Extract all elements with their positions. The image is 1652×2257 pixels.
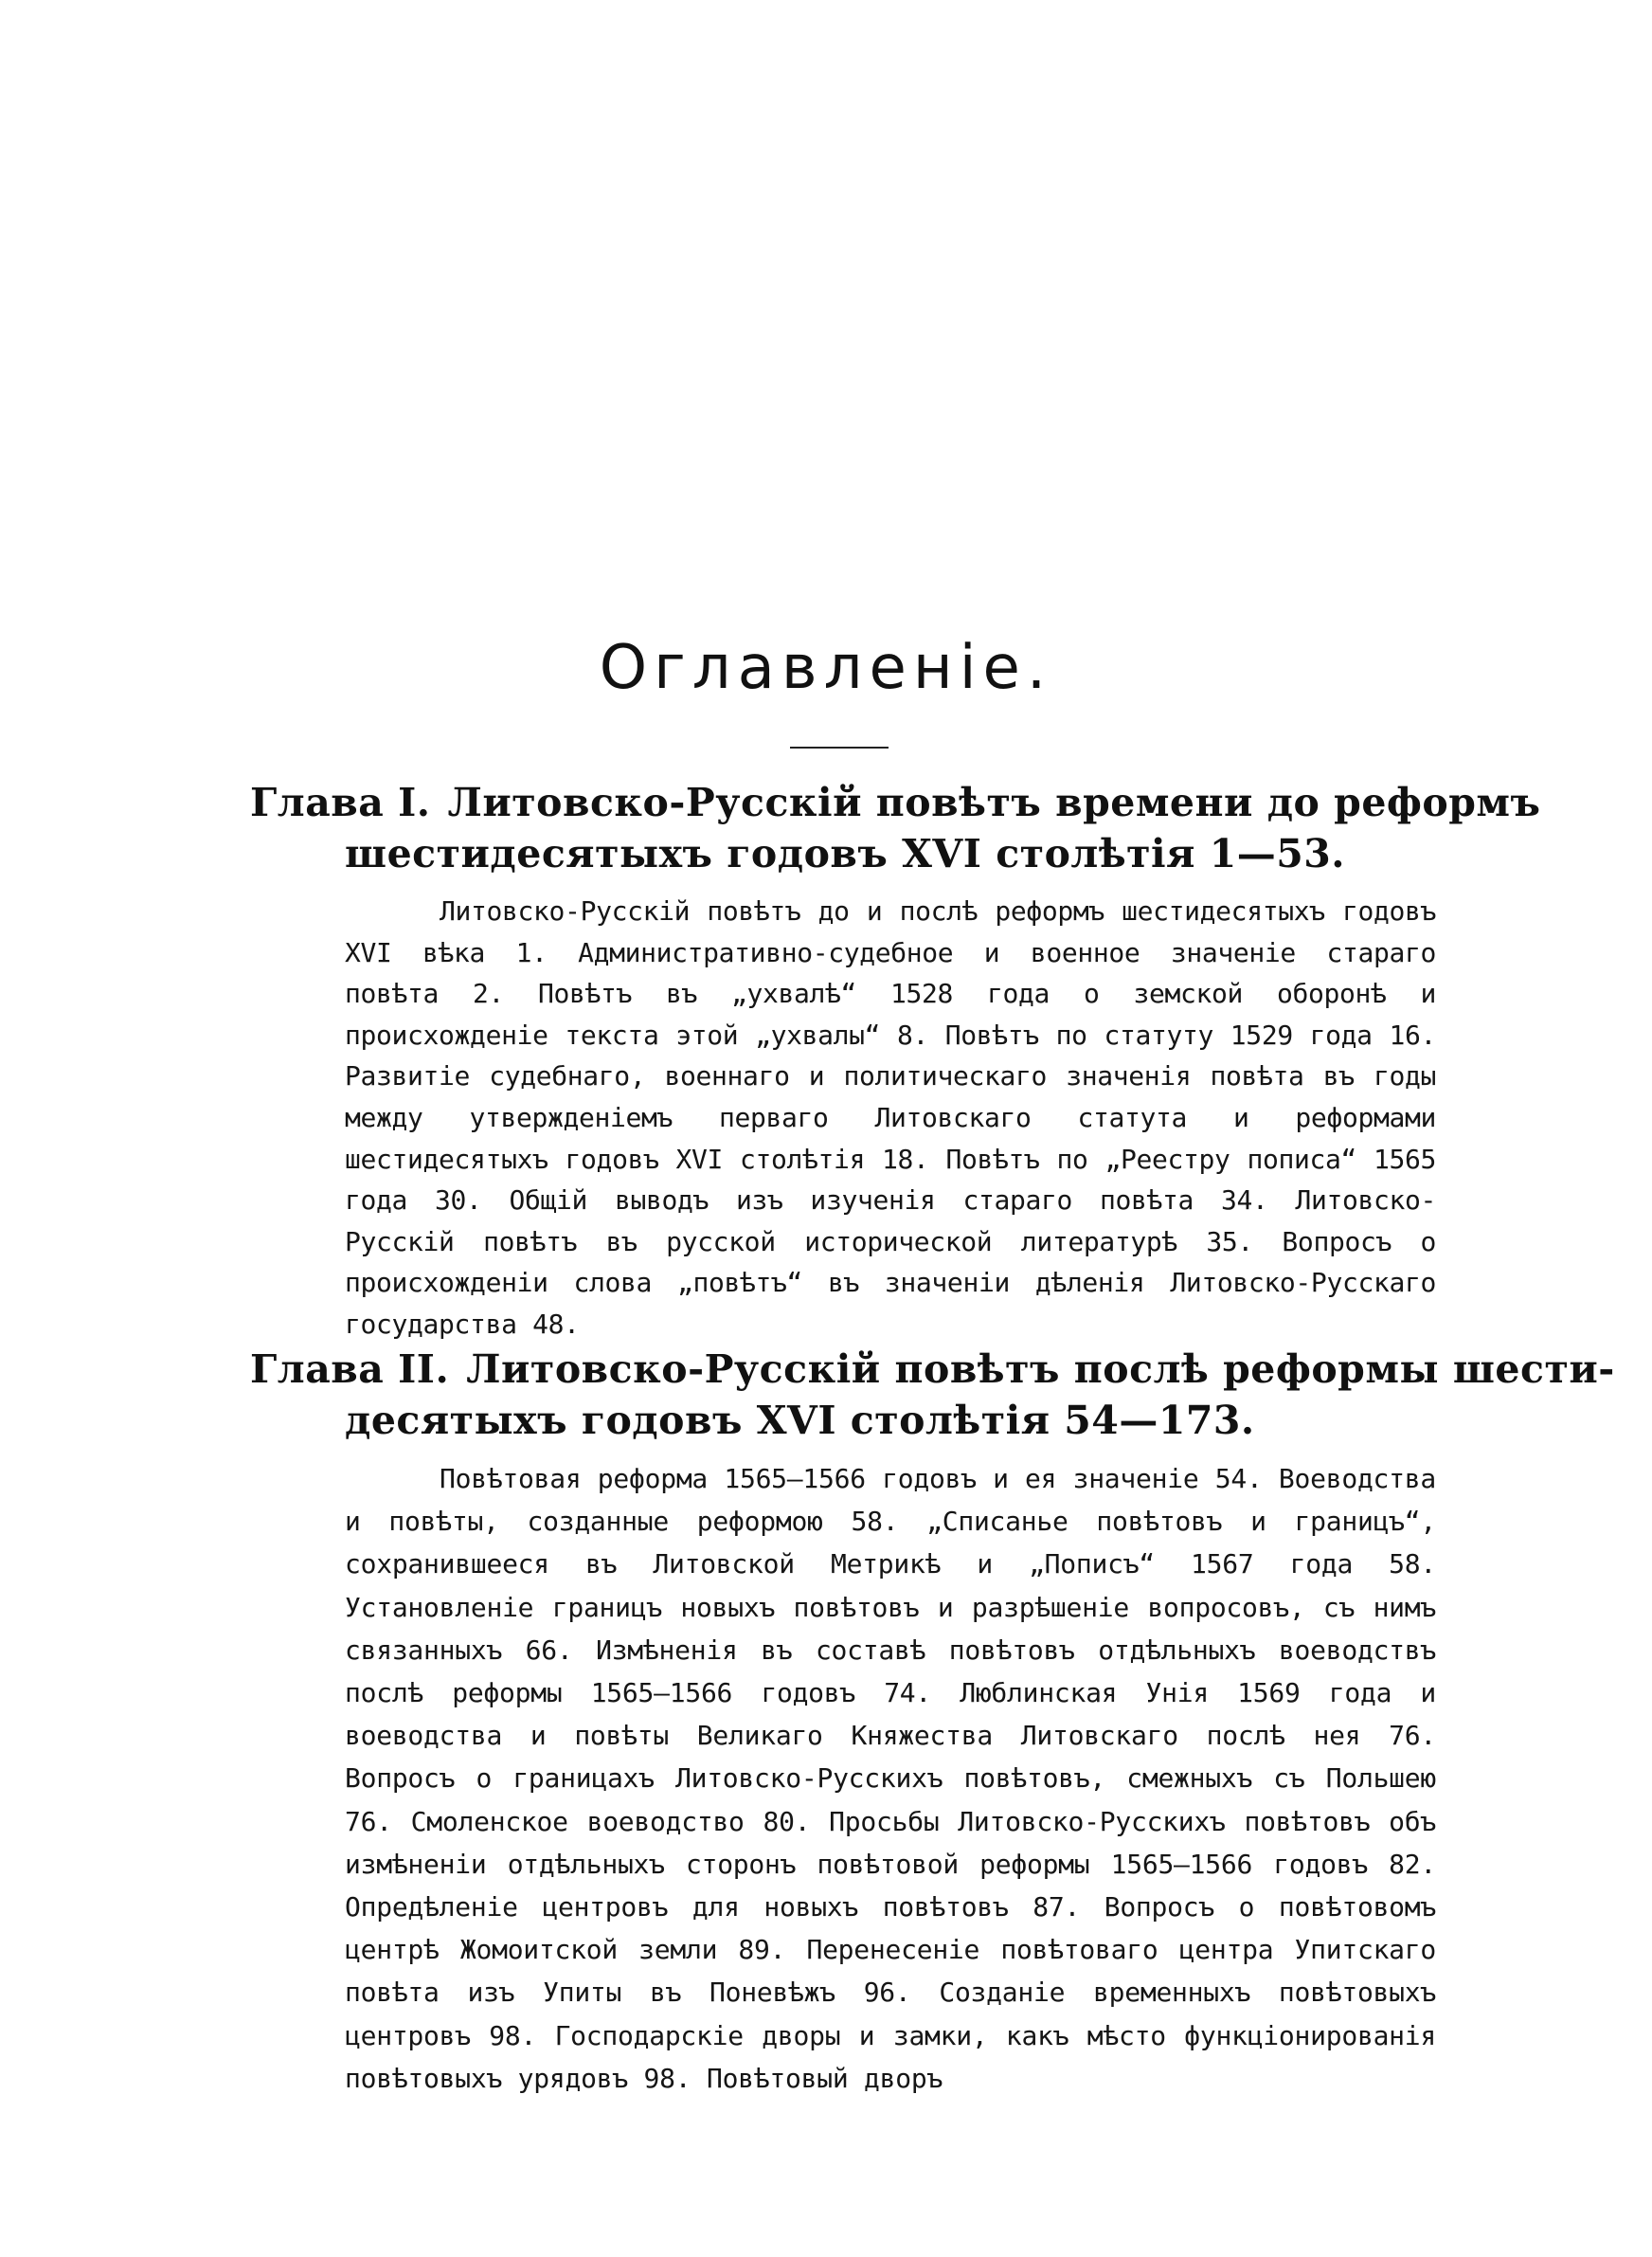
chapter-2-title-part1: Литовско-Русскій повѣтъ послѣ реформы шести- (466, 1346, 1615, 1392)
chapter-1-title-part1: Литовско-Русскій повѣтъ времени до реформъ (447, 780, 1541, 825)
chapter-1-heading-line1 (250, 777, 1541, 828)
page-title: Оглавленіе. (599, 633, 1053, 703)
chapter-2-summary: Повѣтовая реформа 1565—1566 годовъ и ея значеніе 54. Воеводства и повѣты, созданные реформою 58. „Списанье повѣтовъ и границъ“, сохранившееся въ Литовской Метрикѣ и „Пописъ“ 1567 года 58. Установленіе границъ новыхъ повѣтовъ и разрѣшеніе вопросовъ, съ нимъ связанныхъ 66. Измѣненія въ составѣ повѣтовъ отдѣльныхъ воеводствъ послѣ реформы 1565—1566 годовъ 74. Люблинская Унія 1569 года и воеводства и повѣты Великаго Княжества Литовскаго послѣ нея 76. Вопросъ о границахъ Литовско-Русскихъ повѣтовъ, смежныхъ съ Польшею 76. Смоленское воеводство 80. Просьбы Литовско-Русскихъ повѣтовъ объ измѣненіи отдѣльныхъ сторонъ повѣтовой реформы 1565—1566 годовъ 82. Опредѣленіе центровъ для новыхъ повѣтовъ 87. Вопросъ о повѣтовомъ центрѣ Жомоитской земли 89. Перенесеніе повѣтоваго центра Упитскаго повѣта изъ Упиты въ Поневѣжъ 96. Созданіе временныхъ повѣтовыхъ центровъ 98. Господарскіе дворы и замки, какъ мѣсто функціонированія повѣтовыхъ урядовъ 98. Повѣтовый дворъ (345, 1463, 1436, 2094)
title-divider (790, 747, 889, 749)
chapter-1-title-part2: шестидесятыхъ годовъ XVI столѣтія 1—53. (345, 831, 1346, 876)
chapter-2 (250, 1344, 1615, 2100)
chapter-1 (250, 777, 1541, 1345)
chapter-1-summary: Литовско-Русскій повѣтъ до и послѣ реформъ шестидесятыхъ годовъ XVI вѣка 1. Административно-судебное и военное значеніе стараго повѣта 2. Повѣтъ въ „ухвалѣ“ 1528 года о земской оборонѣ и происхожденіе текста этой „ухвалы“ 8. Повѣтъ по статуту 1529 года 16. Развитіе судебнаго, военнаго и политическаго значенія повѣта въ годы между утвержденіемъ перваго Литовскаго статута и реформами шестидесятыхъ годовъ XVI столѣтія 18. Повѣтъ по „Реестру пописа“ 1565 года 30. Общій выводъ изъ изученія стараго повѣта 34. Литовско-Русскій повѣтъ въ русской исторической литературѣ 35. Вопросъ о происхожденіи слова „повѣтъ“ въ значеніи дѣленія Литовско-Русскаго государства 48. (345, 895, 1436, 1340)
chapter-2-label: Глава II. (250, 1346, 450, 1392)
chapter-1-heading (250, 777, 1541, 879)
chapter-2-heading (250, 1344, 1615, 1446)
chapter-2-heading-line1 (250, 1344, 1615, 1395)
chapter-2-title-part2: десятыхъ годовъ XVI столѣтія 54—173. (345, 1398, 1255, 1443)
chapter-1-label: Глава I. (250, 780, 431, 825)
